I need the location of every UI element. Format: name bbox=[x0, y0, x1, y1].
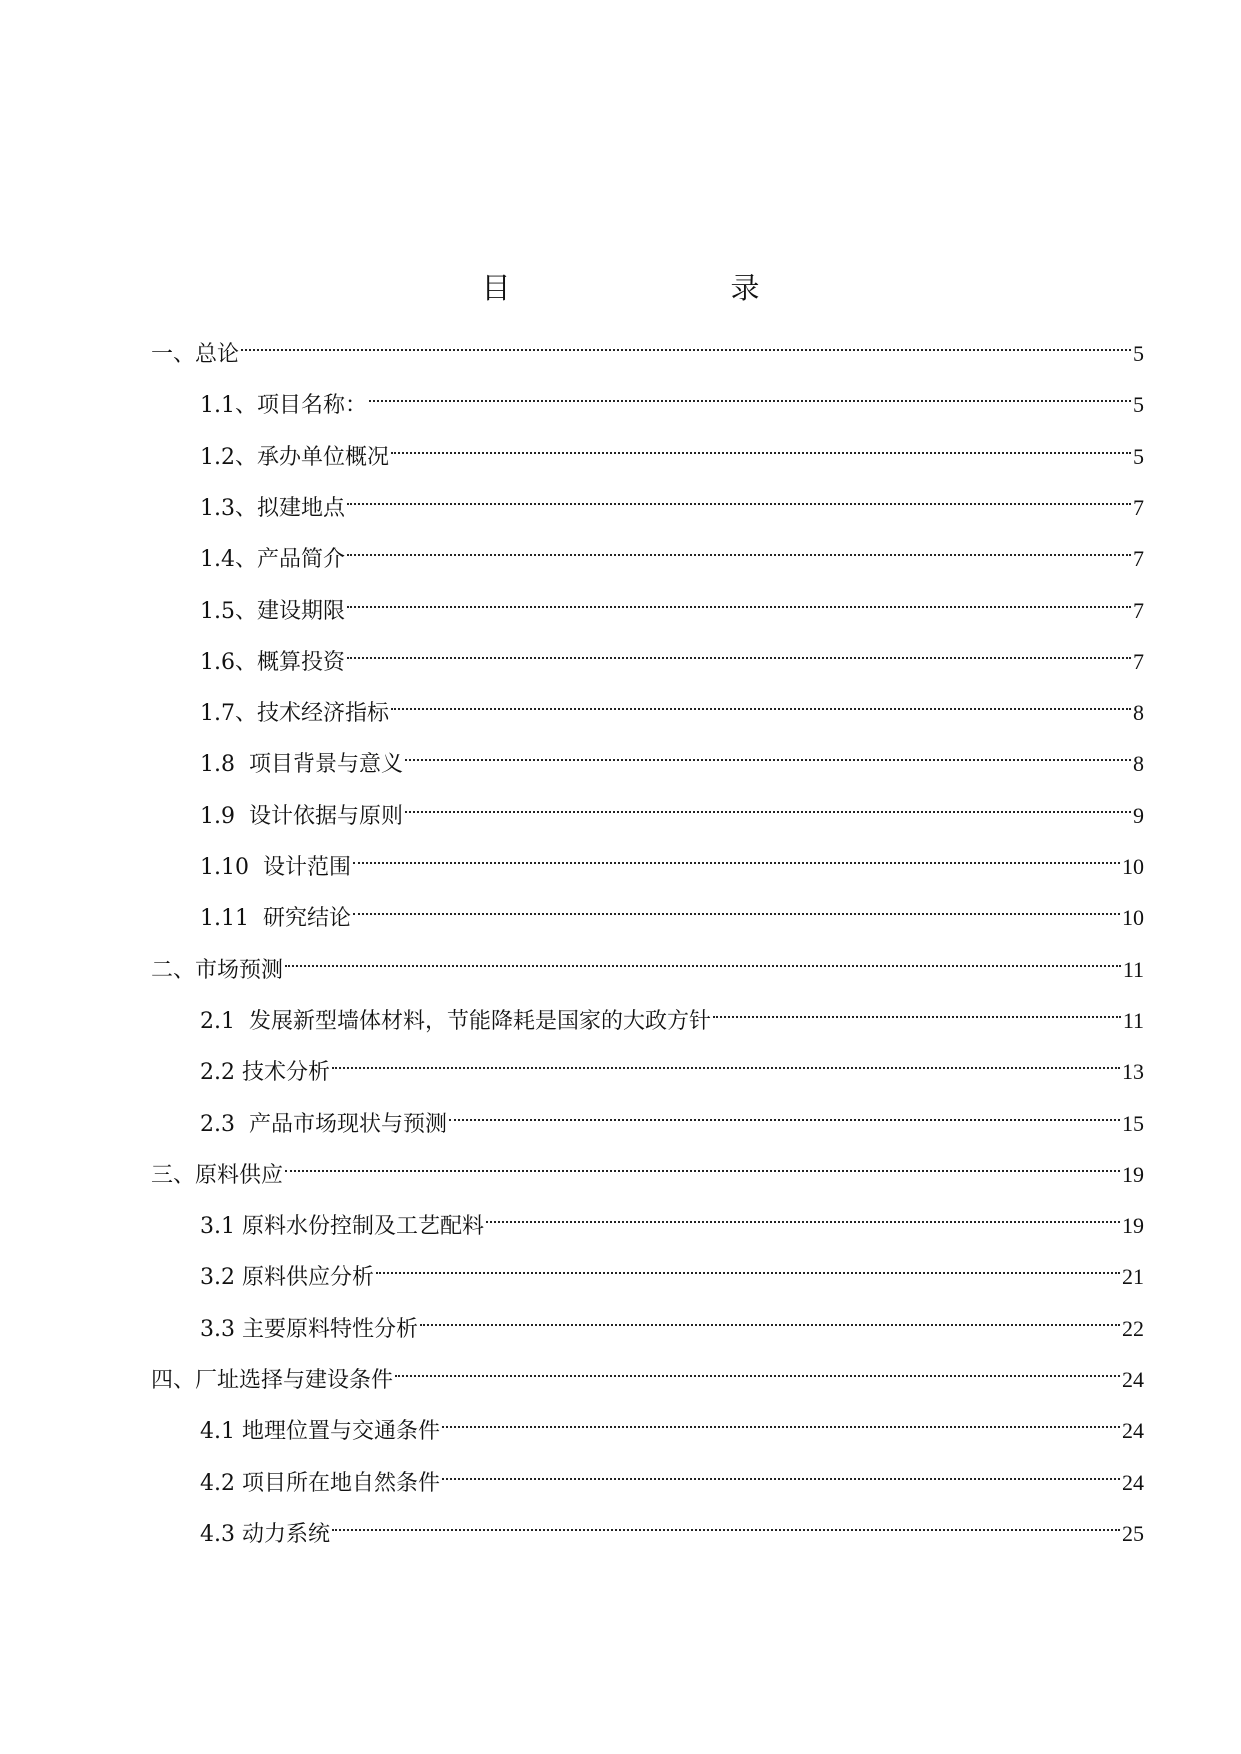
toc-entry-label: 3.2 原料供应分析 bbox=[200, 1265, 374, 1291]
toc-entry-label: 1.6、概算投资 bbox=[200, 649, 345, 675]
toc-entry-label: 4.1 地理位置与交通条件 bbox=[200, 1419, 440, 1445]
toc-dot-leader bbox=[420, 1296, 1120, 1336]
toc-section-entry[interactable] bbox=[200, 783, 1144, 829]
toc-entry-label: 3.1 原料水份控制及工艺配料 bbox=[200, 1214, 484, 1240]
toc-dot-leader bbox=[332, 1039, 1120, 1079]
toc-title: 目 录 bbox=[481, 271, 814, 305]
toc-section-entry[interactable] bbox=[200, 834, 1144, 880]
toc-page-number: 19 bbox=[1122, 1161, 1144, 1187]
toc-entry-label: 一、总论 bbox=[151, 342, 240, 367]
toc-dot-leader bbox=[486, 1193, 1120, 1233]
toc-dot-leader bbox=[395, 1347, 1120, 1387]
toc-dot-leader bbox=[449, 1091, 1120, 1131]
toc-dot-leader bbox=[347, 629, 1131, 669]
toc-dot-leader bbox=[369, 372, 1131, 412]
toc-entry-label: 1.5、建设期限 bbox=[200, 598, 345, 624]
toc-section-entry[interactable] bbox=[200, 475, 1144, 521]
toc-entry-label: 2.2 技术分析 bbox=[200, 1060, 330, 1086]
toc-entry-label: 四、厂址选择与建设条件 bbox=[151, 1368, 394, 1393]
toc-chapter-entry[interactable] bbox=[151, 937, 1144, 983]
toc-page-number: 10 bbox=[1122, 854, 1144, 879]
toc-dot-leader bbox=[285, 937, 1121, 977]
toc-dot-leader bbox=[391, 424, 1131, 464]
toc-page-number: 5 bbox=[1133, 443, 1144, 469]
toc-page-number: 19 bbox=[1122, 1213, 1144, 1239]
toc-page-number: 24 bbox=[1122, 1469, 1144, 1495]
toc-dot-leader bbox=[405, 783, 1131, 823]
toc-section-entry[interactable] bbox=[200, 1398, 1144, 1445]
toc-page-number: 7 bbox=[1133, 546, 1144, 572]
toc-dot-leader bbox=[713, 988, 1121, 1028]
toc-page-number: 11 bbox=[1122, 956, 1144, 982]
toc-dot-leader bbox=[442, 1450, 1120, 1490]
toc-page-number: 7 bbox=[1133, 597, 1144, 623]
toc-page-number: 22 bbox=[1122, 1315, 1144, 1341]
toc-chapter-entry[interactable] bbox=[151, 321, 1144, 367]
toc-page-number: 8 bbox=[1133, 700, 1144, 726]
toc-section-entry[interactable] bbox=[200, 1450, 1144, 1496]
toc-section-entry[interactable] bbox=[200, 885, 1144, 932]
toc-entry-label: 1.7、技术经济指标 bbox=[200, 701, 389, 727]
toc-section-entry[interactable] bbox=[200, 1039, 1144, 1086]
toc-entry-label: 2.3 产品市场现状与预测 bbox=[200, 1111, 447, 1137]
toc-section-entry[interactable] bbox=[200, 731, 1144, 778]
toc-entry-label: 4.2 项目所在地自然条件 bbox=[200, 1470, 440, 1496]
toc-entry-label: 4.3 动力系统 bbox=[200, 1521, 330, 1547]
toc-page-number: 7 bbox=[1133, 494, 1144, 520]
toc-section-entry[interactable] bbox=[200, 1244, 1144, 1291]
toc-section-entry[interactable] bbox=[200, 629, 1144, 675]
toc-section-entry[interactable] bbox=[200, 526, 1144, 573]
toc-entry-label: 三、原料供应 bbox=[151, 1162, 284, 1188]
toc-page-number: 24 bbox=[1122, 1367, 1144, 1392]
toc-section-entry[interactable] bbox=[200, 1296, 1144, 1342]
toc-page-number: 7 bbox=[1133, 648, 1144, 674]
toc-page-number: 25 bbox=[1122, 1520, 1144, 1546]
toc-dot-leader bbox=[376, 1244, 1120, 1284]
toc-chapter-entry[interactable] bbox=[151, 1142, 1144, 1188]
toc-section-entry[interactable] bbox=[200, 372, 1144, 419]
toc-chapter-entry[interactable] bbox=[151, 1347, 1144, 1393]
toc-section-entry[interactable] bbox=[200, 1193, 1144, 1240]
toc-section-entry[interactable] bbox=[200, 424, 1144, 470]
toc-entry-label: 1.1、项目名称： bbox=[200, 393, 367, 419]
toc-dot-leader bbox=[241, 321, 1131, 361]
toc-section-entry[interactable] bbox=[200, 1091, 1144, 1137]
toc-dot-leader bbox=[347, 475, 1131, 515]
toc-section-entry[interactable] bbox=[200, 578, 1144, 624]
toc-entry-label: 1.9 设计依据与原则 bbox=[200, 803, 403, 829]
toc-page-number: 13 bbox=[1122, 1059, 1144, 1085]
toc-section-entry[interactable] bbox=[200, 988, 1144, 1034]
toc-dot-leader bbox=[347, 578, 1131, 618]
toc-page-number: 11 bbox=[1122, 1007, 1144, 1033]
toc-dot-leader bbox=[353, 885, 1120, 925]
toc-dot-leader bbox=[347, 526, 1131, 566]
toc-page-number: 24 bbox=[1122, 1418, 1144, 1444]
toc-dot-leader bbox=[442, 1398, 1120, 1438]
toc-page-number: 9 bbox=[1133, 802, 1144, 828]
toc-page-number: 15 bbox=[1122, 1110, 1144, 1136]
toc-section-entry[interactable] bbox=[200, 1501, 1144, 1547]
toc-entry-label: 二、市场预测 bbox=[151, 957, 284, 983]
toc-page-number: 5 bbox=[1133, 341, 1144, 366]
toc-entry-label: 1.3、拟建地点 bbox=[200, 495, 345, 521]
toc-entry-label: 1.10 设计范围 bbox=[200, 855, 351, 880]
toc-entry-label: 2.1 发展新型墙体材料，节能降耗是国家的大政方针 bbox=[200, 1008, 711, 1034]
toc-dot-leader bbox=[405, 731, 1131, 771]
toc-entry-label: 3.3 主要原料特性分析 bbox=[200, 1316, 418, 1342]
toc-entry-label: 1.11 研究结论 bbox=[200, 906, 351, 932]
toc-entry-label: 1.4、产品简介 bbox=[200, 547, 345, 573]
toc-page-number: 10 bbox=[1122, 905, 1144, 931]
toc-page-number: 8 bbox=[1133, 751, 1144, 777]
toc-page-number: 5 bbox=[1133, 392, 1144, 418]
toc-dot-leader bbox=[353, 834, 1120, 874]
toc-entry-label: 1.8 项目背景与意义 bbox=[200, 752, 403, 778]
toc-entry-label: 1.2、承办单位概况 bbox=[200, 444, 389, 470]
toc-page-number: 21 bbox=[1122, 1264, 1144, 1290]
toc-dot-leader bbox=[285, 1142, 1120, 1182]
toc-dot-leader bbox=[391, 680, 1131, 720]
toc-dot-leader bbox=[332, 1501, 1120, 1541]
toc-section-entry[interactable] bbox=[200, 680, 1144, 727]
